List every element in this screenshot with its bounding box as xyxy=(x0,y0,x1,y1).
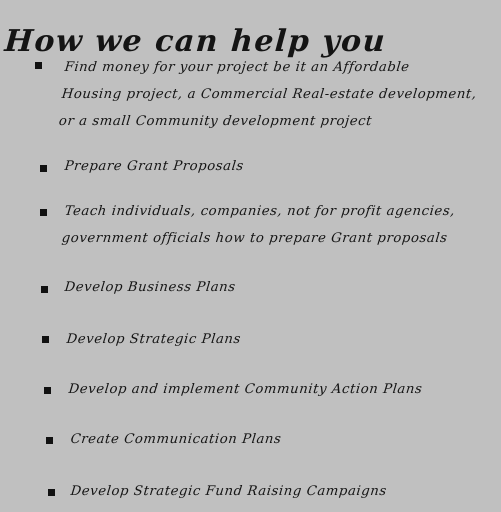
service-line-1: Develop Strategic Fund Raising Campaigns xyxy=(69,484,388,499)
bullet-square-icon xyxy=(48,489,55,496)
service-item-text xyxy=(69,426,283,453)
service-item-text xyxy=(67,376,424,403)
service-line-1: Find money for your project be it an Affordable xyxy=(63,60,411,75)
service-item-text xyxy=(57,54,480,135)
bullet-square-icon xyxy=(42,336,49,343)
bullet-square-icon xyxy=(40,165,47,172)
page-title: How we can help you xyxy=(3,24,388,60)
service-item-text xyxy=(60,198,456,252)
service-line-1: Develop Business Plans xyxy=(63,280,237,295)
service-item-text xyxy=(65,326,242,353)
service-item-text xyxy=(63,153,245,180)
service-line-1: Create Communication Plans xyxy=(69,432,283,447)
bullet-square-icon xyxy=(41,286,48,293)
bullet-square-icon xyxy=(35,62,42,69)
service-line-1: Teach individuals, companies, not for profit agencies, xyxy=(63,204,456,219)
service-item-text xyxy=(69,478,388,505)
bullet-square-icon xyxy=(40,209,47,216)
service-line-3: or a small Community development project xyxy=(58,114,373,129)
service-line-2: Housing project, a Commercial Real-estate development, xyxy=(60,87,478,102)
bullet-square-icon xyxy=(44,387,51,394)
service-line-2: government officials how to prepare Grant proposals xyxy=(60,231,449,246)
service-line-1: Develop and implement Community Action Plans xyxy=(67,382,424,397)
service-line-1: Prepare Grant Proposals xyxy=(63,159,245,174)
service-line-1: Develop Strategic Plans xyxy=(65,332,242,347)
bullet-square-icon xyxy=(46,437,53,444)
service-item-text xyxy=(63,274,237,301)
